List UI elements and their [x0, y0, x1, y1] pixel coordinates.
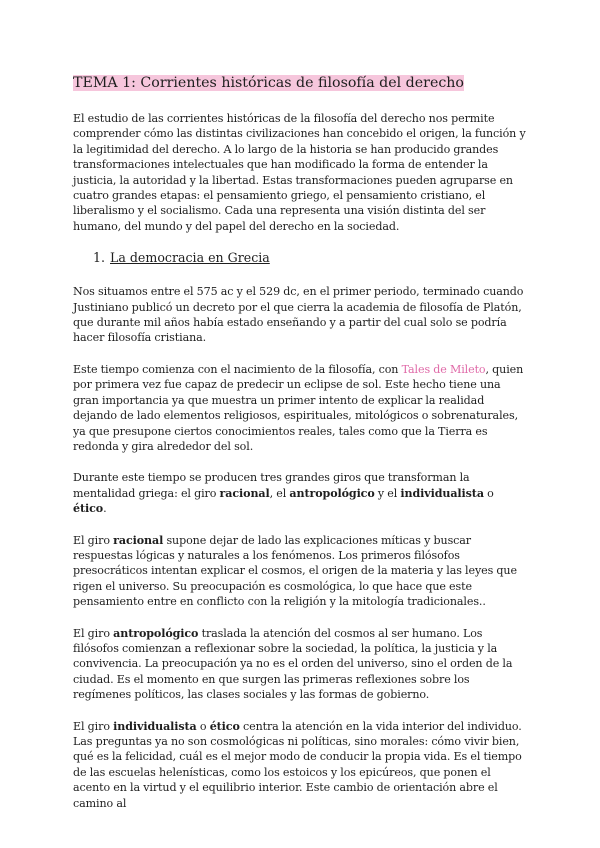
- bold-term: individualista: [400, 486, 484, 500]
- text-run: Durante este tiempo se producen tres grandes giros que transforman la mentalidad griega: el giro: [73, 471, 470, 500]
- title-highlight: TEMA 1: Corrientes históricas de filosofía del derecho: [73, 75, 464, 91]
- paragraph-rational-turn: [73, 533, 528, 610]
- section-number: 1.: [93, 250, 106, 266]
- paragraph-ethical-turn: [73, 719, 528, 811]
- text-run: y el: [374, 486, 401, 500]
- text-run: El giro: [73, 719, 114, 733]
- section-title: La democracia en Grecia: [110, 250, 270, 266]
- paragraph-tales: [73, 362, 528, 454]
- text-run: , quien por primera vez fue capaz de predecir un eclipse de sol. Este hecho tiene una gran importancia ya que muestra un primer intento de explicar la realidad dejando de lado elementos religiosos, espirituales, mitológicos o sobrenaturales, ya que presupone ciertos conocimientos reales, tales como que la Tierra es redonda y gira alrededor del sol.: [73, 362, 524, 453]
- bold-term: ético: [73, 502, 104, 516]
- bold-term: ético: [209, 719, 240, 733]
- bold-term: antropológico: [289, 486, 375, 500]
- bold-term: individualista: [113, 719, 197, 733]
- text-run: supone dejar de lado las explicaciones míticas y buscar respuestas lógicas y naturales a los fenómenos. Los primeros filósofos presocráticos intentan explicar el cosmos, el origen de la materia y las leyes que rigen el universo. Su preocupación es cosmológica, lo que hace que este pensamiento entre en conflicto con la religión y la mitología tradicionales..: [73, 533, 517, 609]
- highlight-tales-de-mileto: Tales de Mileto: [401, 362, 486, 376]
- bold-term: antropológico: [113, 626, 199, 640]
- text-run: El giro: [73, 533, 114, 547]
- bold-term: racional: [219, 486, 270, 500]
- text-run: centra la atención en la vida interior del individuo. Las preguntas ya no son cosmológicas ni políticas, sino morales: cómo vivir bien, qué es la felicidad, cuál es el mejor modo de conducir la propia vida. Es el tiempo de las escuelas helenísticas, como los estoicos y los epicúreos, que ponen el acento en la virtud y el equilibrio interior. Este cambio de orientación abre el camino al: [73, 719, 522, 810]
- text-run: El giro: [73, 626, 114, 640]
- paragraph-anthropological-turn: [73, 626, 528, 703]
- section-heading: [93, 250, 528, 266]
- paragraph-three-turns: [73, 470, 528, 516]
- paragraph-period: Nos situamos entre el 575 ac y el 529 dc, en el primer periodo, terminado cuando Justiniano publicó un decreto por el que cierra la academia de filosofía de Platón, que durante mil años había estado enseñando y a partir del cual solo se podría hacer filosofía cristiana.: [73, 285, 524, 345]
- text-run: .: [103, 502, 107, 516]
- text-run: traslada la atención del cosmos al ser humano. Los filósofos comienzan a reflexionar sobre la sociedad, la política, la justicia y la convivencia. La preocupación ya no es el orden del universo, sino el orden de la ciudad. Es el momento en que surgen las primeras reflexiones sobre los regímenes políticos, las clases sociales y las formas de gobierno.: [73, 626, 513, 702]
- bold-term: racional: [113, 533, 164, 547]
- intro-paragraph: El estudio de las corrientes históricas de la filosofía del derecho nos permite comprender cómo las distintas civilizaciones han concebido el origen, la función y la legitimidad del derecho. A lo largo de la historia se han producido grandes transformaciones intelectuales que han modificado la forma de entender la justicia, la autoridad y la libertad. Estas transformaciones pueden agruparse en cuatro grandes etapas: el pensamiento griego, el pensamiento cristiano, el liberalismo y el socialismo. Cada una representa una visión distinta del ser humano, del mundo y del papel del derecho en la sociedad.: [73, 112, 526, 233]
- text-run: o: [483, 486, 494, 500]
- document-title: [73, 74, 528, 92]
- text-run: o: [196, 719, 210, 733]
- text-run: Este tiempo comienza con el nacimiento de la filosofía, con: [73, 362, 402, 376]
- text-run: , el: [269, 486, 290, 500]
